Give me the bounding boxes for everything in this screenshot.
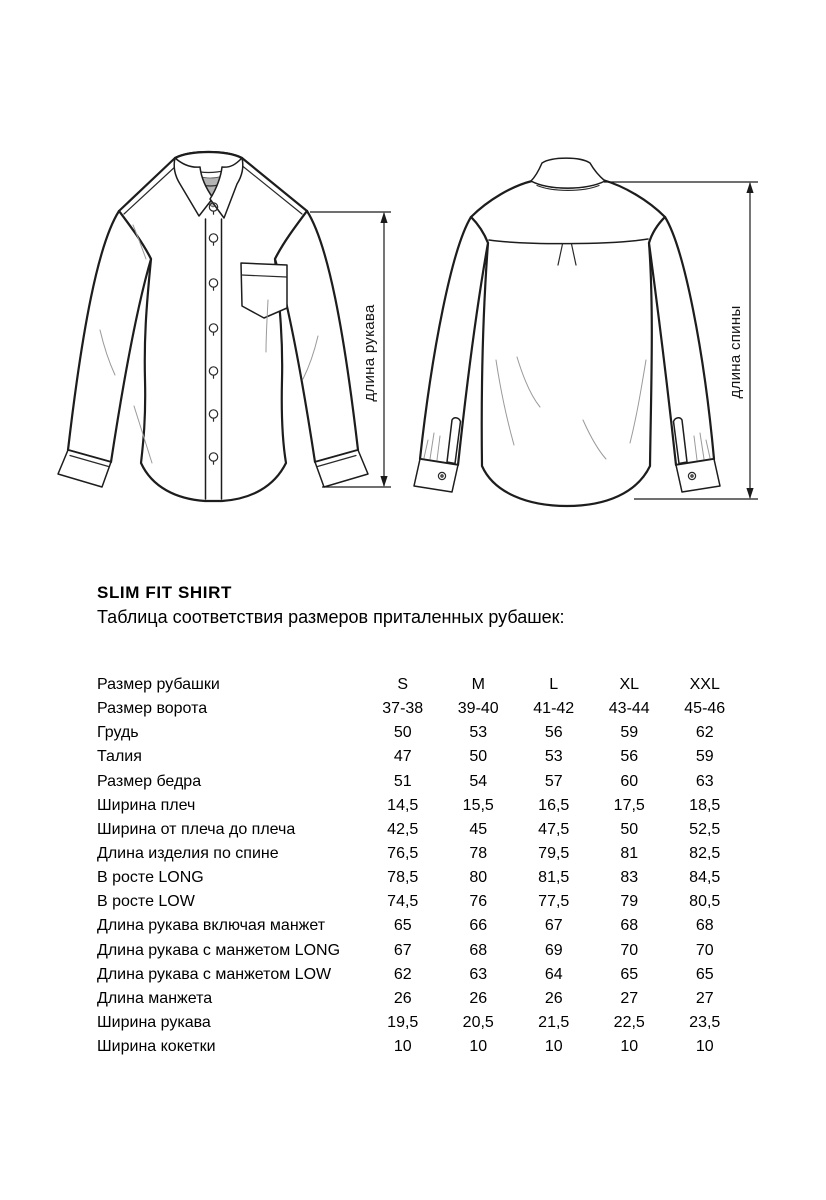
cell-value: 81 — [620, 845, 639, 863]
cell-value: 57 — [544, 772, 563, 790]
table-row — [97, 673, 743, 697]
cell-value: 10 — [469, 1038, 488, 1056]
cell-value: XL — [619, 676, 640, 694]
cell-value: 47 — [393, 748, 412, 766]
cell-value: 52,5 — [689, 820, 721, 838]
cell-value: 22,5 — [613, 1014, 645, 1032]
cell-value: M — [471, 676, 485, 694]
table-row — [97, 842, 743, 866]
cell-value: 51 — [393, 772, 412, 790]
cell-value: 26 — [393, 989, 412, 1007]
arrow-up-icon — [746, 182, 753, 193]
cell-value: 65 — [620, 965, 639, 983]
cell-value: 19,5 — [387, 1014, 419, 1032]
cell-value: 10 — [393, 1038, 412, 1056]
cell-value: S — [397, 676, 409, 694]
cell-value: 18,5 — [689, 796, 721, 814]
cell-value: 56 — [544, 724, 563, 742]
back-right-cuff — [676, 459, 720, 492]
cell-value: 63 — [469, 965, 488, 983]
cell-value: 15,5 — [462, 796, 494, 814]
front-left-sleeve — [68, 211, 151, 462]
table-row — [97, 1035, 743, 1059]
cell-value: 59 — [620, 724, 639, 742]
row-label: Размер бедра — [97, 772, 202, 790]
cell-value: 80,5 — [689, 893, 721, 911]
cell-value: 53 — [469, 724, 488, 742]
row-label: Ширина от плеча до плеча — [97, 820, 296, 838]
cell-value: 27 — [695, 989, 714, 1007]
back-collar — [531, 158, 605, 188]
cell-value: 78 — [469, 845, 488, 863]
cell-value: 50 — [469, 748, 488, 766]
cell-value: 79 — [620, 893, 639, 911]
row-label: Грудь — [97, 724, 139, 742]
cell-value: 67 — [544, 917, 563, 935]
cell-value: 47,5 — [538, 820, 570, 838]
cell-value: 10 — [544, 1038, 563, 1056]
cell-value: 68 — [469, 941, 488, 959]
table-row — [97, 794, 743, 818]
table-row — [97, 963, 743, 987]
cell-value: 80 — [469, 869, 488, 887]
cell-value: 84,5 — [689, 869, 721, 887]
cell-value: 39-40 — [457, 700, 499, 718]
cell-value: 42,5 — [387, 820, 419, 838]
cell-value: 82,5 — [689, 845, 721, 863]
cell-value: 26 — [544, 989, 563, 1007]
row-label: Ширина рукава — [97, 1014, 211, 1032]
table-row — [97, 890, 743, 914]
cell-value: 17,5 — [613, 796, 645, 814]
row-label: Длина изделия по спине — [97, 845, 279, 863]
cell-value: 53 — [544, 748, 563, 766]
cell-value: 79,5 — [538, 845, 570, 863]
cell-value: 56 — [620, 748, 639, 766]
cell-value: XXL — [689, 676, 720, 694]
table-row — [97, 866, 743, 890]
table-row — [97, 697, 743, 721]
cell-value: 70 — [620, 941, 639, 959]
shirt-technical-drawing — [0, 0, 826, 570]
table-row — [97, 745, 743, 769]
cell-value: 41-42 — [533, 700, 575, 718]
cell-value: 10 — [695, 1038, 714, 1056]
arrow-down-icon — [380, 476, 387, 487]
front-chest-pocket — [241, 263, 287, 318]
row-label: В росте LOW — [97, 893, 195, 911]
row-label: Длина манжета — [97, 989, 213, 1007]
cell-value: 68 — [620, 917, 639, 935]
page-title: SLIM FIT SHIRT — [97, 583, 232, 602]
cell-value: 21,5 — [538, 1014, 570, 1032]
cell-value: 54 — [469, 772, 488, 790]
cell-value: 60 — [620, 772, 639, 790]
row-label: Длина рукава с манжетом LOW — [97, 965, 332, 983]
arrow-down-icon — [746, 488, 753, 499]
cell-value: 20,5 — [462, 1014, 494, 1032]
cell-value: 27 — [620, 989, 639, 1007]
page-subtitle: Таблица соответствия размеров приталенных рубашек: — [97, 607, 565, 627]
shirt-front-drawing — [58, 152, 391, 501]
table-row — [97, 987, 743, 1011]
cell-value: 62 — [393, 965, 412, 983]
row-label: Ширина плеч — [97, 796, 196, 814]
row-label: Длина рукава с манжетом LONG — [97, 941, 341, 959]
cell-value: 37-38 — [382, 700, 424, 718]
cell-value: 68 — [695, 917, 714, 935]
cell-value: 65 — [695, 965, 714, 983]
table-row — [97, 770, 743, 794]
row-label: Размер рубашки — [97, 676, 220, 694]
cell-value: 23,5 — [689, 1014, 721, 1032]
table-row — [97, 721, 743, 745]
cell-value: 70 — [695, 941, 714, 959]
table-row — [97, 914, 743, 938]
sleeve-length-label: длина рукава — [361, 304, 378, 402]
cell-value: 10 — [620, 1038, 639, 1056]
cell-value: 66 — [469, 917, 488, 935]
cell-value: 77,5 — [538, 893, 570, 911]
table-row — [97, 939, 743, 963]
cell-value: 63 — [695, 772, 714, 790]
row-label: Ширина кокетки — [97, 1038, 216, 1056]
row-label: Длина рукава включая манжет — [97, 917, 326, 935]
front-right-sleeve — [275, 211, 358, 462]
cell-value: 14,5 — [387, 796, 419, 814]
cell-value: 45 — [469, 820, 488, 838]
cell-value: 26 — [469, 989, 488, 1007]
shirt-back-drawing — [414, 158, 758, 506]
cell-value: 69 — [544, 941, 563, 959]
row-label: В росте LONG — [97, 869, 204, 887]
cell-value: 50 — [393, 724, 412, 742]
cell-value: 78,5 — [387, 869, 419, 887]
cell-value: 65 — [393, 917, 412, 935]
back-length-label: длина спины — [727, 305, 744, 399]
back-body — [471, 180, 665, 506]
cell-value: 64 — [544, 965, 563, 983]
cell-value: 50 — [620, 820, 639, 838]
cell-value: 81,5 — [538, 869, 570, 887]
size-table — [97, 673, 743, 1059]
arrow-up-icon — [380, 212, 387, 223]
cell-value: 16,5 — [538, 796, 570, 814]
back-left-cuff — [414, 459, 458, 492]
cell-value: 43-44 — [608, 700, 650, 718]
cell-value: 67 — [393, 941, 412, 959]
cell-value: 83 — [620, 869, 639, 887]
row-label: Талия — [97, 748, 142, 766]
cell-value: 76 — [469, 893, 488, 911]
cell-value: 74,5 — [387, 893, 419, 911]
cell-value: L — [549, 676, 559, 694]
cell-value: 59 — [695, 748, 714, 766]
table-row — [97, 818, 743, 842]
cell-value: 62 — [695, 724, 714, 742]
table-row — [97, 1011, 743, 1035]
cell-value: 76,5 — [387, 845, 419, 863]
row-label: Размер ворота — [97, 700, 208, 718]
cell-value: 45-46 — [684, 700, 726, 718]
